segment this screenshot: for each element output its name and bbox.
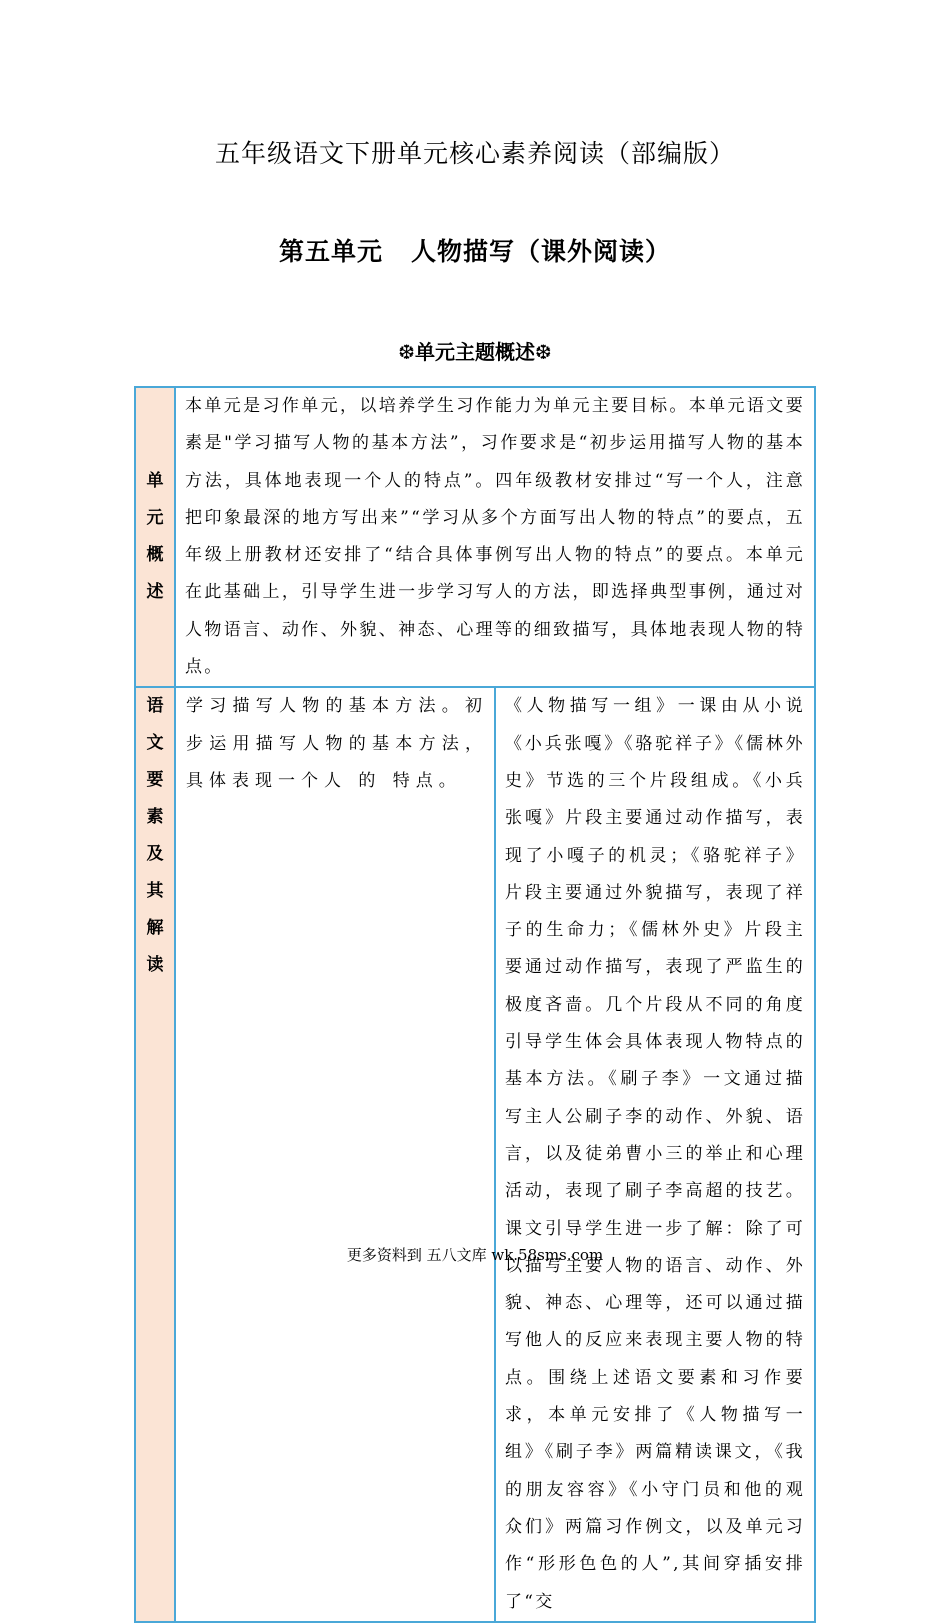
label-char: 其 — [146, 881, 164, 902]
unit-overview-table — [134, 386, 816, 1623]
footer-source: 更多资料到 五八文库 wk.58sms.com — [346, 1246, 604, 1264]
label-char: 文 — [146, 733, 164, 754]
overview-text: 本单元是习作单元，以培养学生习作能力为单元主要目标。本单元语文要素是"学习描写人物的基本方法”，习作要求是“初步运用描写人物的基本方法，具体地表现一个人的特点”。四年级教材安排过“写一个人，注意把印象最深的地方写出来”“学习从多个方面写出人物的特点”的要点，五年级上册教材还安排了“结合具体事例写出人物的特点”的要点。本单元在此基础上，引导学生进一步学习写人的方法，即选择典型事例，通过对人物语言、动作、外貌、神态、心理等的细致描写，具体地表现人物的特点。 — [185, 396, 805, 678]
row-label-elements — [135, 687, 175, 1621]
section-heading: ❆单元主题概述❆ — [398, 340, 552, 364]
label-char: 及 — [146, 844, 164, 865]
document-title: 五年级语文下册单元核心素养阅读（部编版） — [214, 139, 735, 168]
label-char: 元 — [146, 508, 164, 529]
unit-number: 第五单元 — [278, 237, 383, 266]
label-char: 单 — [146, 471, 164, 492]
unit-title — [0, 232, 950, 268]
label-char: 语 — [146, 696, 164, 717]
table-row-elements — [135, 687, 815, 1621]
table-row-overview — [135, 387, 815, 687]
interpretation-text: 《人物描写一组》一课由从小说《小兵张嘎》《骆驼祥子》《儒林外史》节选的三个片段组成。《小兵张嘎》片段主要通过动作描写，表现了小嘎子的机灵；《骆驼祥子》片段主要通过外貌描写，表现了祥子的生命力；《儒林外史》片段主要通过动作描写，表现了严监生的极度吝啬。几个片段从不同的角度引导学生体会具体表现人物特点的基本方法。《刷子李》一文通过描写主人公刷子李的动作、外貌、语言，以及徒弟曹小三的举止和心理活动，表现了刷子李高超的技艺。课文引导学生进一步了解：除了可以描写主要人物的语言、动作、外貌、神态、心理等，还可以通过描写他人的反应来表现主要人物的特点。围绕上述语文要素和习作要求，本单元安排了《人物描写一组》《刷子李》两篇精读课文，《我的朋友容容》《小守门员和他的观众们》两篇习作例文，以及单元习作“形形色色的人”,其间穿插安排了“交 — [505, 696, 805, 1612]
label-char: 解 — [146, 918, 164, 939]
label-char: 读 — [146, 955, 164, 976]
label-char: 素 — [146, 807, 164, 828]
unit-topic: 人物描写（课外阅读） — [411, 237, 672, 266]
label-char: 要 — [146, 770, 164, 791]
language-element-cell — [175, 687, 495, 1621]
overview-cell — [175, 387, 815, 687]
interpretation-cell — [495, 687, 815, 1621]
language-element-text: 学习描写人物的基本方法。初步运用描写人物的基本方法，具体表现一个人 的 特点。 — [186, 696, 488, 791]
label-char: 述 — [146, 582, 164, 603]
row-label-overview — [135, 387, 175, 687]
label-char: 概 — [146, 545, 164, 566]
